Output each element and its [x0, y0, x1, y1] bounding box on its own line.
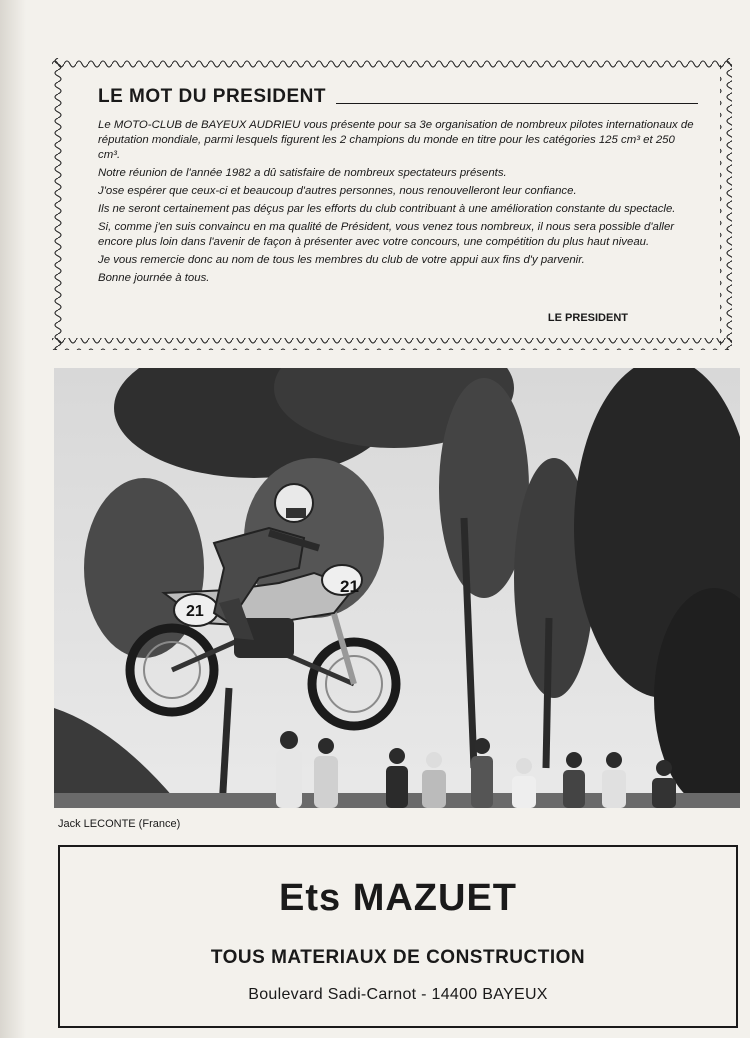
motocross-photo	[54, 368, 740, 808]
paragraph: Le MOTO-CLUB de BAYEUX AUDRIEU vous présente pour sa 3e organisation de nombreux pilotes internationaux de réputation mondiale, parmi lesquels figurent les 2 champions du monde en titre pour les catégories 125 cm³ et 250 cm³.	[98, 119, 694, 161]
ad-address: Boulevard Sadi-Carnot - 14400 BAYEUX	[248, 986, 548, 1003]
paragraph: Ils ne seront certainement pas déçus par les efforts du club contribuant à une amélioration constante du spectacle.	[98, 203, 676, 215]
title-underline	[336, 103, 698, 104]
page-binding-edge	[0, 0, 26, 1038]
ad-company-name: Ets MAZUET	[279, 877, 517, 919]
paragraph: Si, comme j'en suis convaincu en ma qualité de Président, vous venez tous nombreux, il nous sera possible d'aller encore plus loin dans l'avenir de façon à présenter avec votre concours, une compétition du plus haut niveau.	[98, 221, 675, 248]
paragraph: Notre réunion de l'année 1982 a dû satisfaire de nombreux spectateurs présents.	[98, 167, 507, 179]
president-title: LE MOT DU PRESIDENT	[98, 86, 327, 107]
president-text	[98, 118, 698, 289]
photo-caption: Jack LECONTE (France)	[58, 818, 181, 830]
paragraph: Je vous remercie donc au nom de tous les membres du club de votre appui aux fins d'y parvenir.	[98, 254, 585, 266]
paragraph: J'ose espérer que ceux-ci et beaucoup d'autres personnes, nous renouvelleront leur confiance.	[98, 185, 577, 197]
ad-tagline: TOUS MATERIAUX DE CONSTRUCTION	[210, 947, 586, 968]
advertisement-box	[58, 845, 738, 1028]
paragraph: Bonne journée à tous.	[98, 272, 210, 284]
number-plate-front: 21	[340, 577, 359, 596]
number-plate-side: 21	[186, 603, 204, 620]
president-message-box	[52, 58, 732, 350]
president-signature: LE PRESIDENT	[547, 312, 628, 324]
